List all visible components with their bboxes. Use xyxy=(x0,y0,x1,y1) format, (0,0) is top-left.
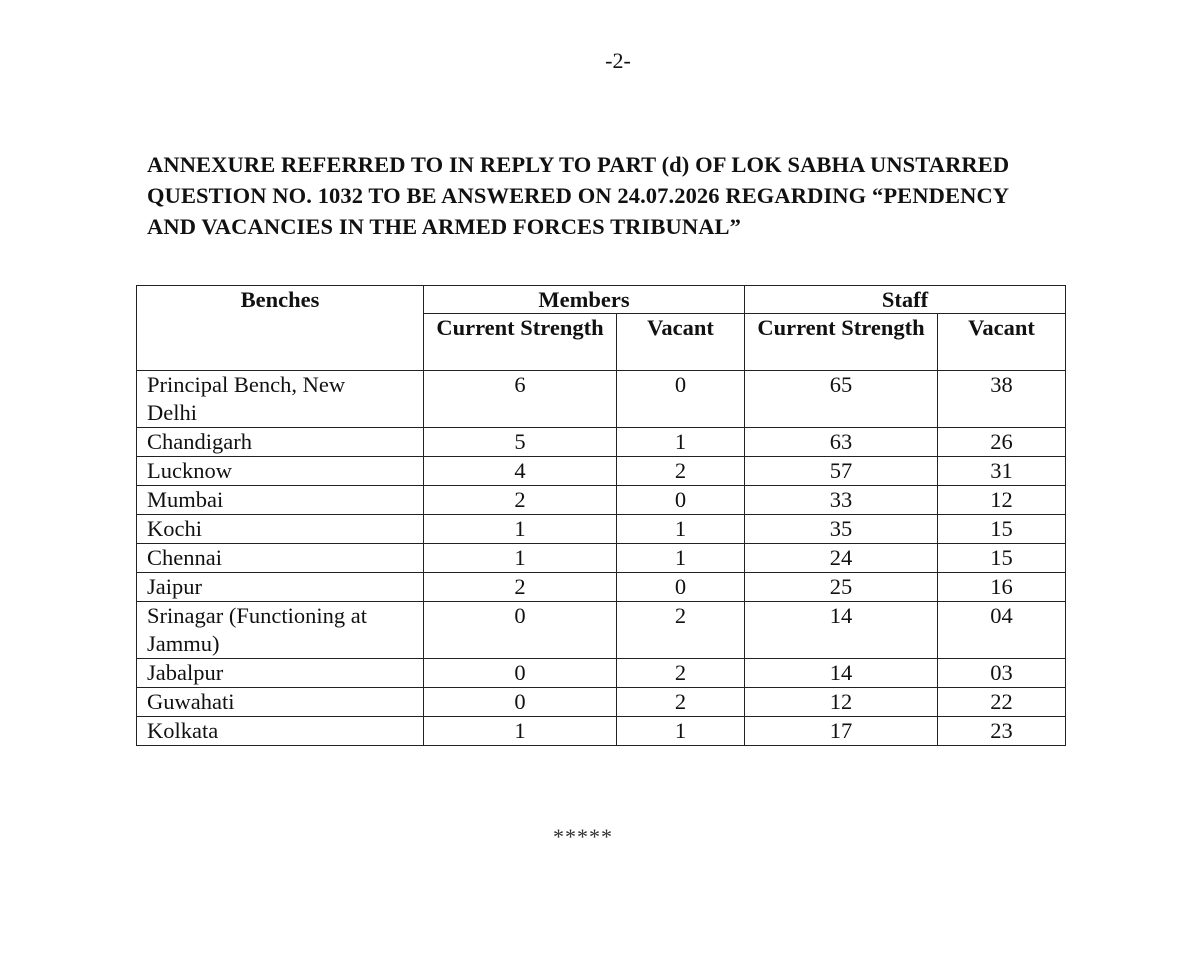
table-row xyxy=(137,486,1066,515)
staff-vacant: 12 xyxy=(938,486,1066,515)
table-row xyxy=(137,457,1066,486)
members-vacant: 2 xyxy=(617,457,745,486)
staff-vacant: 15 xyxy=(938,515,1066,544)
table-row xyxy=(137,602,1066,659)
staff-current-strength: 33 xyxy=(745,486,938,515)
bench-name: Lucknow xyxy=(137,457,424,486)
table-row xyxy=(137,717,1066,746)
staff-current-strength: 63 xyxy=(745,428,938,457)
members-vacant: 1 xyxy=(617,717,745,746)
bench-name: Guwahati xyxy=(137,688,424,717)
table-row xyxy=(137,688,1066,717)
bench-name: Jaipur xyxy=(137,573,424,602)
members-vacant: 2 xyxy=(617,602,745,659)
table-row xyxy=(137,428,1066,457)
end-marker: ***** xyxy=(553,824,613,849)
members-current-strength: 5 xyxy=(424,428,617,457)
bench-name: Chennai xyxy=(137,544,424,573)
staff-current-strength: 12 xyxy=(745,688,938,717)
table-row xyxy=(137,573,1066,602)
staff-current-strength: 35 xyxy=(745,515,938,544)
page-number: -2- xyxy=(605,48,631,73)
members-current-strength-header: Current Strength xyxy=(424,314,617,371)
table-row xyxy=(137,515,1066,544)
staff-vacant: 04 xyxy=(938,602,1066,659)
bench-name: Principal Bench, New Delhi xyxy=(137,371,424,428)
members-vacant: 1 xyxy=(617,544,745,573)
members-current-strength: 1 xyxy=(424,544,617,573)
members-vacant: 1 xyxy=(617,515,745,544)
members-vacant: 2 xyxy=(617,659,745,688)
staff-current-strength: 57 xyxy=(745,457,938,486)
members-vacant: 0 xyxy=(617,573,745,602)
staff-vacant: 22 xyxy=(938,688,1066,717)
table-row xyxy=(137,544,1066,573)
staff-current-strength-header: Current Strength xyxy=(745,314,938,371)
staff-vacant: 31 xyxy=(938,457,1066,486)
table-row xyxy=(137,371,1066,428)
staff-vacant-header: Vacant xyxy=(938,314,1066,371)
bench-name: Srinagar (Functioning at Jammu) xyxy=(137,602,424,659)
staff-current-strength: 14 xyxy=(745,659,938,688)
staff-vacant: 03 xyxy=(938,659,1066,688)
staff-current-strength: 65 xyxy=(745,371,938,428)
bench-name: Chandigarh xyxy=(137,428,424,457)
staff-current-strength: 25 xyxy=(745,573,938,602)
table-row xyxy=(137,659,1066,688)
staff-current-strength: 17 xyxy=(745,717,938,746)
bench-name: Kolkata xyxy=(137,717,424,746)
members-current-strength: 4 xyxy=(424,457,617,486)
members-current-strength: 1 xyxy=(424,717,617,746)
members-current-strength: 6 xyxy=(424,371,617,428)
members-vacant: 0 xyxy=(617,371,745,428)
members-header: Members xyxy=(424,286,745,314)
members-current-strength: 0 xyxy=(424,659,617,688)
staff-header: Staff xyxy=(745,286,1066,314)
members-vacant-header: Vacant xyxy=(617,314,745,371)
bench-name: Kochi xyxy=(137,515,424,544)
benches-header: Benches xyxy=(137,286,424,371)
staff-current-strength: 14 xyxy=(745,602,938,659)
members-current-strength: 1 xyxy=(424,515,617,544)
members-current-strength: 2 xyxy=(424,486,617,515)
members-current-strength: 0 xyxy=(424,688,617,717)
staff-vacant: 23 xyxy=(938,717,1066,746)
staff-current-strength: 24 xyxy=(745,544,938,573)
staff-vacant: 38 xyxy=(938,371,1066,428)
members-current-strength: 0 xyxy=(424,602,617,659)
staff-vacant: 15 xyxy=(938,544,1066,573)
staff-vacant: 16 xyxy=(938,573,1066,602)
annexure-heading: ANNEXURE REFERRED TO IN REPLY TO PART (d) OF LOK SABHA UNSTARRED QUESTION NO. 1032 TO BE ANSWERED ON 24.07.2026 REGARDING “PENDENCY AND VACANCIES IN THE ARMED FORCES TRIBUNAL” xyxy=(147,152,1010,239)
bench-vacancy-table xyxy=(136,285,1066,746)
staff-vacant: 26 xyxy=(938,428,1066,457)
bench-name: Mumbai xyxy=(137,486,424,515)
members-vacant: 0 xyxy=(617,486,745,515)
members-vacant: 1 xyxy=(617,428,745,457)
members-current-strength: 2 xyxy=(424,573,617,602)
bench-name: Jabalpur xyxy=(137,659,424,688)
members-vacant: 2 xyxy=(617,688,745,717)
